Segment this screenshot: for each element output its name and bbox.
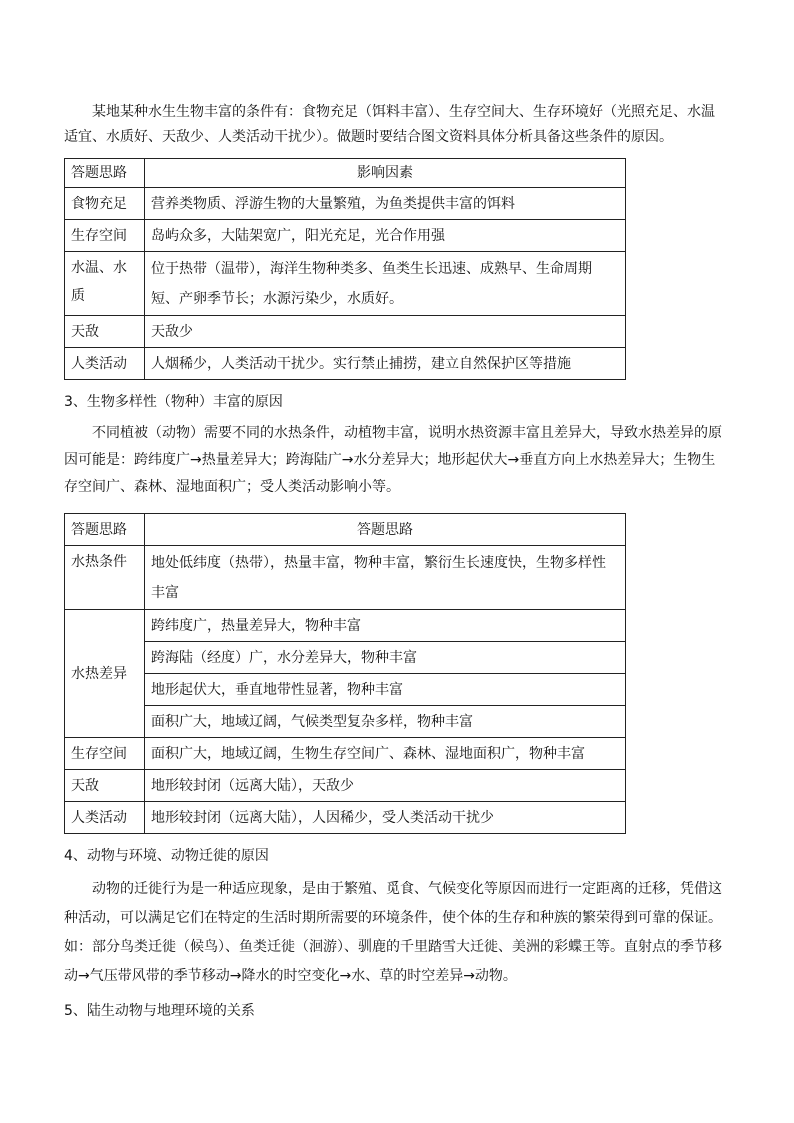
table-row	[65, 252, 626, 316]
table-header-row	[65, 159, 626, 188]
row-text: 位于热带（温带），海洋生物种类多、鱼类生长迅速、成熟早、生命周期短、产卵季节长；水源污染少，水质好。	[145, 252, 626, 316]
table-row	[65, 546, 626, 610]
row-label: 天敌	[65, 316, 145, 348]
table-header-cell: 答题思路	[145, 514, 626, 546]
row-text: 地形较封闭（远离大陆），天敌少	[145, 770, 626, 802]
row-text: 地形起伏大，垂直地带性显著，物种丰富	[145, 674, 626, 706]
row-label: 水热差异	[65, 610, 145, 738]
table-row	[65, 220, 626, 252]
section-3-heading: 3、生物多样性（物种）丰富的原因	[64, 394, 283, 410]
biodiversity-table	[64, 513, 626, 834]
table-row	[65, 706, 626, 738]
table-header-cell: 影响因素	[145, 159, 626, 188]
table-row	[65, 610, 626, 642]
table-row	[65, 642, 626, 674]
row-text: 跨纬度广，热量差异大，物种丰富	[145, 610, 626, 642]
row-text: 地处低纬度（热带），热量丰富，物种丰富，繁衍生长速度快，生物多样性丰富	[145, 546, 626, 610]
table-row	[65, 188, 626, 220]
row-text: 面积广大，地域辽阔，生物生存空间广、森林、湿地面积广，物种丰富	[145, 738, 626, 770]
table-header-row	[65, 514, 626, 546]
row-label: 生存空间	[65, 220, 145, 252]
table-header-cell: 答题思路	[65, 514, 145, 546]
row-text: 跨海陆（经度）广，水分差异大，物种丰富	[145, 642, 626, 674]
row-label: 天敌	[65, 770, 145, 802]
row-label: 食物充足	[65, 188, 145, 220]
row-label: 水温、水质	[65, 252, 145, 316]
table-row	[65, 770, 626, 802]
section-4-paragraph: 动物的迁徙行为是一种适应现象，是由于繁殖、觅食、气候变化等原因而进行一定距离的迁移，凭借这种活动，可以满足它们在特定的生活时期所需要的环境条件，使个体的生存和种族的繁荣得到可靠的保证。如：部分鸟类迁徙（候鸟）、鱼类迁徙（洄游）、驯鹿的千里踏雪大迁徙、美洲的彩蝶王等。直射点的季节移动→气压带风带的季节移动→降水的时空变化→水、草的时空差异→动物。	[64, 881, 722, 984]
row-label: 水热条件	[65, 546, 145, 610]
row-text: 地形较封闭（远离大陆），人因稀少，受人类活动干扰少	[145, 802, 626, 834]
row-label: 生存空间	[65, 738, 145, 770]
table-row	[65, 348, 626, 380]
row-text: 营养类物质、浮游生物的大量繁殖，为鱼类提供丰富的饵料	[145, 188, 626, 220]
table-row	[65, 674, 626, 706]
row-text: 天敌少	[145, 316, 626, 348]
row-text: 人烟稀少，人类活动干扰少。实行禁止捕捞，建立自然保护区等措施	[145, 348, 626, 380]
table-row	[65, 738, 626, 770]
row-label: 人类活动	[65, 348, 145, 380]
table-row	[65, 802, 626, 834]
intro-paragraph: 某地某种水生生物丰富的条件有：食物充足（饵料丰富）、生存空间大、生存环境好（光照充足、水温适宜、水质好、天敌少、人类活动干扰少）。做题时要结合图文资料具体分析具备这些条件的原因。	[64, 104, 715, 145]
conditions-table	[64, 158, 626, 380]
section-3-paragraph: 不同植被（动物）需要不同的水热条件，动植物丰富，说明水热资源丰富且差异大，导致水热差异的原因可能是：跨纬度广→热量差异大；跨海陆广→水分差异大；地形起伏大→垂直方向上水热差异大；生物生存空间广、森林、湿地面积广；受人类活动影响小等。	[64, 425, 722, 495]
row-text: 面积广大，地域辽阔，气候类型复杂多样，物种丰富	[145, 706, 626, 738]
table-header-cell: 答题思路	[65, 159, 145, 188]
table-row	[65, 316, 626, 348]
row-text: 岛屿众多，大陆架宽广，阳光充足，光合作用强	[145, 220, 626, 252]
row-label: 人类活动	[65, 802, 145, 834]
section-4-heading: 4、动物与环境、动物迁徙的原因	[64, 848, 269, 864]
section-5-heading: 5、陆生动物与地理环境的关系	[64, 1003, 255, 1019]
